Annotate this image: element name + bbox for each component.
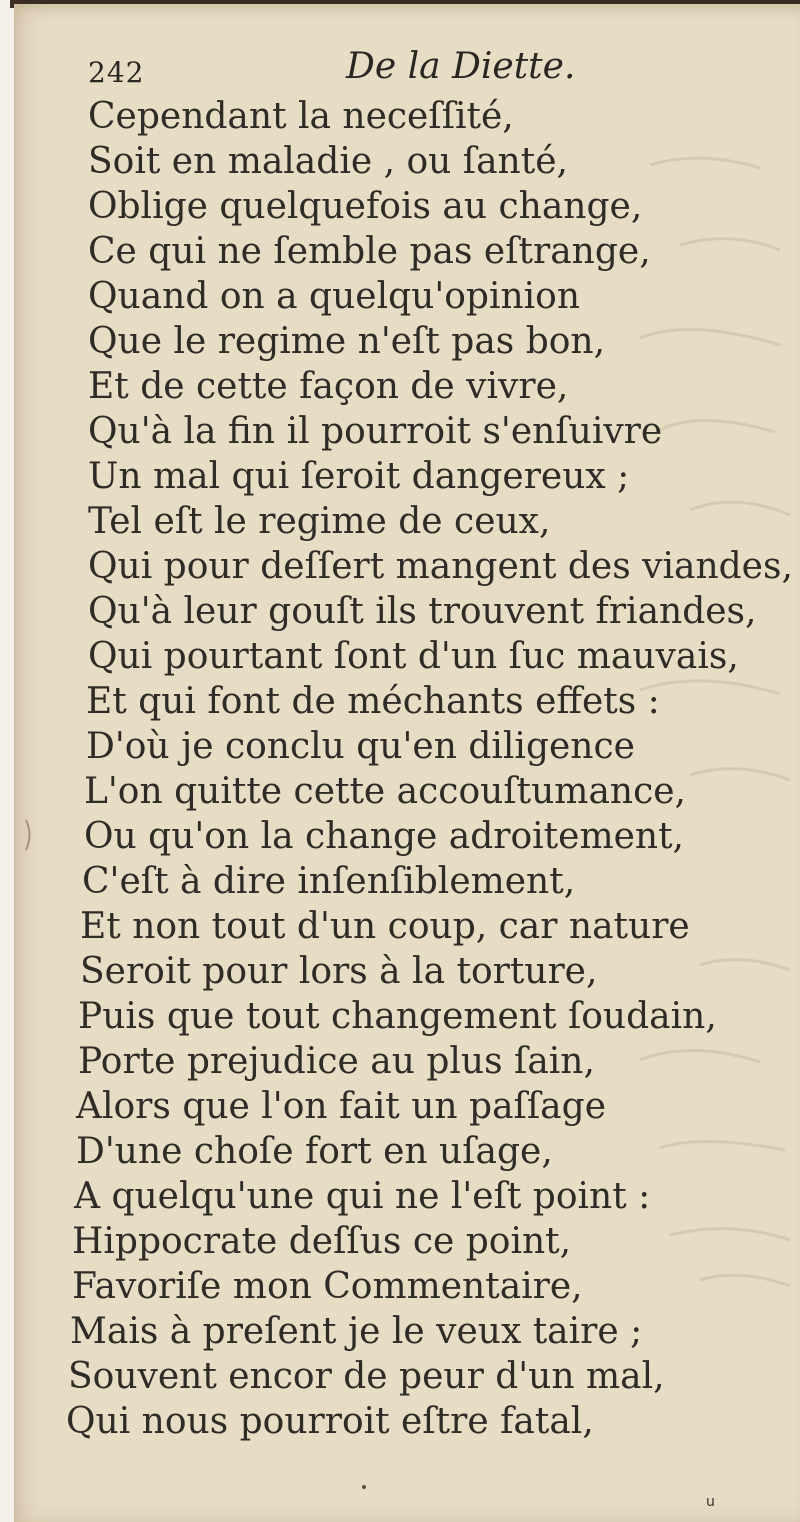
page-header bbox=[88, 46, 608, 94]
verse-line: Ce qui ne ſemble pas eſtrange, bbox=[88, 231, 651, 272]
verse-body bbox=[0, 94, 800, 1444]
verse-line: Un mal qui ſeroit dangereux ; bbox=[88, 456, 630, 497]
verse-line: Porte prejudice au plus ſain, bbox=[78, 1041, 595, 1082]
verse-line: Cependant la neceſſité, bbox=[88, 96, 514, 137]
verse-line: Alors que l'on fait un paſſage bbox=[76, 1086, 606, 1127]
verse-line: Qu'à la fin il pourroit s'enſuivre bbox=[88, 411, 663, 452]
verse-line: Mais à preſent je le veux taire ; bbox=[70, 1311, 643, 1352]
verse-line: Qui pour deſſert mangent des viandes, bbox=[88, 546, 793, 587]
verse-line: Et qui font de méchants effets : bbox=[86, 681, 660, 722]
verse-line: Et de cette façon de vivre, bbox=[88, 366, 569, 407]
ink-spot bbox=[362, 1485, 366, 1489]
verse-line: Qu'à leur gouſt ils trouvent friandes, bbox=[88, 591, 757, 632]
verse-line: Ou qu'on la change adroitement, bbox=[84, 816, 684, 857]
verse-line: A quelqu'une qui ne l'eſt point : bbox=[74, 1176, 651, 1217]
verse-line: Hippocrate deſſus ce point, bbox=[72, 1221, 572, 1262]
verse-line: Que le regime n'eſt pas bon, bbox=[88, 321, 606, 362]
footer-mark: u bbox=[706, 1494, 715, 1510]
verse-line: Puis que tout changement ſoudain, bbox=[78, 996, 717, 1037]
verse-line: Quand on a quelqu'opinion bbox=[88, 276, 581, 317]
page-number: 242 bbox=[88, 56, 145, 89]
verse-line: L'on quitte cette accouſtumance, bbox=[84, 771, 686, 812]
running-head: De la Diette. bbox=[346, 46, 576, 87]
verse-line: Et non tout d'un coup, car nature bbox=[80, 906, 690, 947]
verse-line: Favoriſe mon Commentaire, bbox=[72, 1266, 583, 1307]
verse-line: D'où je conclu qu'en diligence bbox=[86, 726, 635, 767]
verse-line: Tel eſt le regime de ceux, bbox=[88, 501, 551, 542]
verse-line: Seroit pour lors à la torture, bbox=[80, 951, 598, 992]
verse-line: Soit en maladie , ou ſanté, bbox=[88, 141, 568, 182]
verse-line: Qui nous pourroit eſtre fatal, bbox=[66, 1401, 594, 1442]
verse-line: Qui pourtant ſont d'un ſuc mauvais, bbox=[88, 636, 739, 677]
verse-line: C'eſt à dire inſenſiblement, bbox=[82, 861, 576, 902]
verse-line: Oblige quelquefois au change, bbox=[88, 186, 643, 227]
verse-line: Souvent encor de peur d'un mal, bbox=[68, 1356, 665, 1397]
verse-line: D'une choſe fort en uſage, bbox=[76, 1131, 553, 1172]
